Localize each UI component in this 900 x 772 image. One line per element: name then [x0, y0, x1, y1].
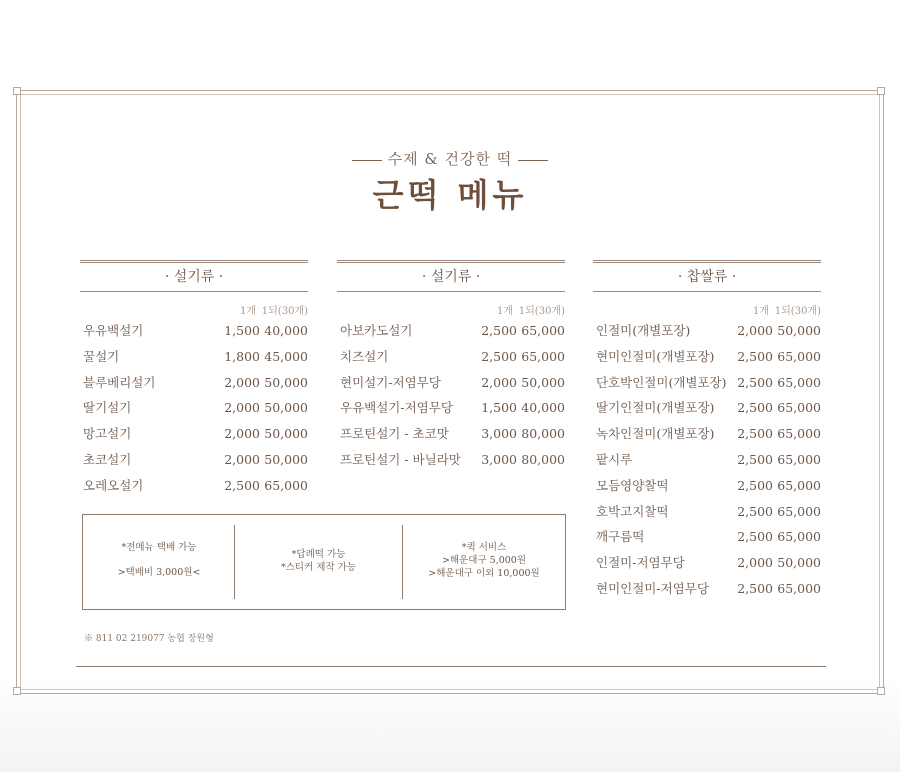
- column-title: · 설기류 ·: [80, 260, 308, 292]
- item-name: 우유백설기-저염무당: [340, 400, 453, 416]
- menu-item: [593, 318, 821, 344]
- menu-item: [337, 318, 565, 344]
- price-single: 2,500: [737, 374, 773, 390]
- menu-item: [80, 370, 308, 396]
- menu-item: [337, 395, 565, 421]
- price-doe: 65,000: [777, 503, 821, 519]
- menu-item: [593, 395, 821, 421]
- price-single: 2,500: [737, 503, 773, 519]
- menu-item: [80, 447, 308, 473]
- price-single: 2,000: [737, 323, 773, 338]
- menu-item: [593, 473, 821, 499]
- price-doe: 65,000: [777, 400, 821, 416]
- item-list: [80, 318, 308, 499]
- notice-line: >해운대구 이외 10,000원: [428, 568, 540, 579]
- bank-account: ※ 811 02 219077 농협 장원형: [84, 634, 214, 644]
- menu-item: [80, 344, 308, 370]
- notice-quick: [403, 515, 565, 609]
- notice-line: *전메뉴 택배 가능: [121, 542, 197, 553]
- item-name: 팥시루: [596, 451, 633, 467]
- unit-header: [337, 302, 565, 318]
- menu-item: [593, 344, 821, 370]
- menu-item: [80, 421, 308, 447]
- menu-item: [593, 524, 821, 550]
- menu-item: [593, 576, 821, 602]
- item-name: 인절미-저염무당: [596, 555, 685, 571]
- unit-one: 1개: [496, 306, 513, 317]
- price-doe: 50,000: [521, 374, 565, 390]
- corner-ornament: [13, 687, 21, 695]
- item-name: 딸기인절미(개별포장): [596, 400, 715, 416]
- item-name: 깨구름떡: [596, 529, 645, 545]
- price-doe: 50,000: [264, 400, 308, 416]
- price-single: 2,500: [737, 451, 773, 467]
- price-doe: 65,000: [777, 426, 821, 442]
- price-single: 2,500: [481, 323, 517, 338]
- price-doe: 65,000: [777, 477, 821, 493]
- menu-item: [337, 344, 565, 370]
- menu-item: [80, 318, 308, 344]
- item-name: 현미설기-저염무당: [340, 374, 441, 390]
- price-single: 2,500: [481, 348, 517, 364]
- price-doe: 50,000: [777, 323, 821, 338]
- price-doe: 50,000: [264, 374, 308, 390]
- divider-dash: [352, 160, 382, 161]
- price-single: 1,800: [224, 348, 260, 364]
- bottom-divider: [76, 666, 826, 667]
- notice-line: *스티커 제작 가능: [280, 562, 357, 573]
- item-list: [593, 318, 821, 602]
- menu-column-seolgi-2: [337, 260, 565, 473]
- item-name: 치즈설기: [340, 348, 389, 364]
- item-name: 현미인절미-저염무당: [596, 580, 709, 596]
- subtitle-text: 수제 & 건강한 떡: [387, 150, 513, 168]
- price-doe: 45,000: [264, 348, 308, 364]
- notice-delivery: [83, 515, 235, 609]
- menu-subtitle: [0, 148, 900, 169]
- unit-one: 1개: [752, 306, 769, 317]
- price-single: 2,500: [737, 426, 773, 442]
- notice-gift: [235, 515, 402, 609]
- price-single: 1,500: [481, 400, 517, 416]
- item-name: 오레오설기: [83, 477, 144, 493]
- price-single: 2,500: [224, 477, 260, 493]
- price-single: 2,500: [737, 348, 773, 364]
- price-single: 2,000: [224, 400, 260, 416]
- corner-ornament: [13, 87, 21, 95]
- price-single: 3,000: [481, 451, 517, 467]
- menu-column-chapssal: [593, 260, 821, 602]
- menu-column-seolgi-1: [80, 260, 308, 499]
- item-name: 프로틴설기 - 초코맛: [340, 426, 449, 442]
- item-name: 현미인절미(개별포장): [596, 348, 715, 364]
- item-name: 호박고지찰떡: [596, 503, 669, 519]
- price-doe: 65,000: [777, 348, 821, 364]
- price-doe: 40,000: [521, 400, 565, 416]
- price-doe: 50,000: [264, 426, 308, 442]
- price-doe: 65,000: [777, 580, 821, 596]
- price-doe: 65,000: [521, 348, 565, 364]
- item-name: 딸기설기: [83, 400, 132, 416]
- menu-item: [80, 473, 308, 499]
- price-doe: 65,000: [777, 374, 821, 390]
- column-title: · 찹쌀류 ·: [593, 260, 821, 292]
- price-doe: 65,000: [264, 477, 308, 493]
- item-name: 인절미(개별포장): [596, 323, 691, 338]
- item-name: 망고설기: [83, 426, 132, 442]
- price-single: 2,000: [224, 374, 260, 390]
- item-name: 녹차인절미(개별포장): [596, 426, 715, 442]
- price-doe: 65,000: [521, 323, 565, 338]
- price-single: 2,000: [224, 426, 260, 442]
- menu-item: [337, 447, 565, 473]
- price-single: 2,000: [481, 374, 517, 390]
- notice-line: *답례떡 가능: [291, 549, 346, 560]
- unit-doe: 1되(30개): [774, 306, 821, 317]
- item-name: 아보카도설기: [340, 323, 413, 338]
- item-name: 단호박인절미(개별포장): [596, 374, 727, 390]
- price-single: 2,500: [737, 477, 773, 493]
- price-doe: 40,000: [264, 323, 308, 338]
- unit-one: 1개: [239, 306, 256, 317]
- corner-ornament: [877, 687, 885, 695]
- unit-header: [593, 302, 821, 318]
- item-list: [337, 318, 565, 473]
- notice-line: >택배비 3,000원<: [117, 567, 201, 578]
- divider-dash: [518, 160, 548, 161]
- price-single: 2,000: [224, 451, 260, 467]
- price-single: 3,000: [481, 426, 517, 442]
- unit-doe: 1되(30개): [518, 306, 565, 317]
- price-single: 2,500: [737, 529, 773, 545]
- notice-line: >해운대구 5,000원: [441, 555, 527, 566]
- price-doe: 65,000: [777, 451, 821, 467]
- price-doe: 65,000: [777, 529, 821, 545]
- menu-item: [593, 550, 821, 576]
- notice-box: [82, 514, 566, 610]
- price-doe: 80,000: [521, 426, 565, 442]
- menu-item: [337, 421, 565, 447]
- menu-item: [593, 447, 821, 473]
- corner-ornament: [877, 87, 885, 95]
- price-single: 1,500: [224, 323, 260, 338]
- column-title: · 설기류 ·: [337, 260, 565, 292]
- item-name: 모듬영양찰떡: [596, 477, 669, 493]
- price-doe: 80,000: [521, 451, 565, 467]
- item-name: 블루베리설기: [83, 374, 156, 390]
- menu-item: [80, 395, 308, 421]
- menu-item: [593, 499, 821, 525]
- unit-header: [80, 302, 308, 318]
- price-single: 2,500: [737, 580, 773, 596]
- menu-item: [337, 370, 565, 396]
- price-doe: 50,000: [777, 555, 821, 571]
- notice-line: *퀵 서비스: [461, 542, 507, 553]
- item-name: 꿀설기: [83, 348, 120, 364]
- unit-doe: 1되(30개): [261, 306, 308, 317]
- menu-item: [593, 421, 821, 447]
- menu-item: [593, 370, 821, 396]
- price-single: 2,500: [737, 400, 773, 416]
- item-name: 우유백설기: [83, 323, 144, 338]
- menu-title: 근떡 메뉴: [372, 176, 528, 214]
- price-doe: 50,000: [264, 451, 308, 467]
- price-single: 2,000: [737, 555, 773, 571]
- item-name: 초코설기: [83, 451, 132, 467]
- item-name: 프로틴설기 - 바닐라맛: [340, 451, 461, 467]
